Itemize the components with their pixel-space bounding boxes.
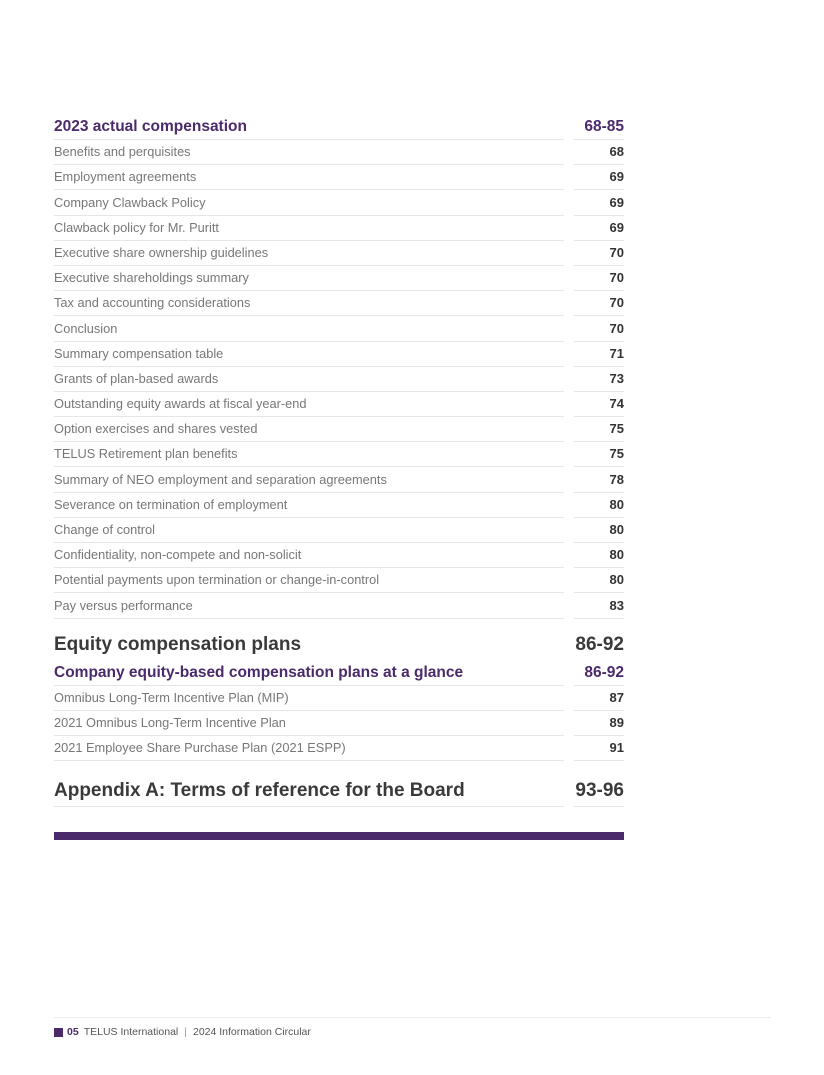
page-footer bbox=[54, 1026, 311, 1038]
toc-item-page: 71 bbox=[574, 342, 624, 367]
footer-separator: | bbox=[184, 1026, 187, 1038]
toc-item[interactable] bbox=[54, 568, 624, 593]
toc-item-label: Option exercises and shares vested bbox=[54, 417, 564, 442]
toc-item-label: 2021 Omnibus Long-Term Incentive Plan bbox=[54, 711, 564, 736]
toc-item-page: 87 bbox=[574, 686, 624, 711]
toc-item[interactable] bbox=[54, 686, 624, 711]
toc-chapter-heading[interactable] bbox=[54, 775, 624, 807]
toc-item-label: Tax and accounting considerations bbox=[54, 291, 564, 316]
toc-item-label: Severance on termination of employment bbox=[54, 493, 564, 518]
toc-chapter-pages: 93-96 bbox=[574, 776, 624, 807]
toc-item[interactable] bbox=[54, 543, 624, 568]
toc-item-page: 83 bbox=[574, 594, 624, 619]
toc-item[interactable] bbox=[54, 593, 624, 618]
toc-item-page: 80 bbox=[574, 493, 624, 518]
toc-item-label: Confidentiality, non-compete and non-solicit bbox=[54, 543, 564, 568]
toc-item[interactable] bbox=[54, 140, 624, 165]
toc-item[interactable] bbox=[54, 493, 624, 518]
toc-item[interactable] bbox=[54, 266, 624, 291]
toc-section-pages: 86-92 bbox=[574, 661, 624, 686]
toc-item-label: Benefits and perquisites bbox=[54, 140, 564, 165]
footer-divider bbox=[54, 1017, 771, 1018]
toc-item-page: 70 bbox=[574, 266, 624, 291]
toc-item[interactable] bbox=[54, 291, 624, 316]
toc-item-label: Executive shareholdings summary bbox=[54, 266, 564, 291]
footer-document-title: 2024 Information Circular bbox=[192, 1026, 311, 1038]
toc-item-page: 70 bbox=[574, 317, 624, 342]
toc-chapter-title: Appendix A: Terms of reference for the Board bbox=[54, 776, 564, 807]
toc-item[interactable] bbox=[54, 165, 624, 190]
toc-item-label: Change of control bbox=[54, 518, 564, 543]
toc-chapter-title: Equity compensation plans bbox=[54, 633, 302, 655]
footer-square-icon bbox=[54, 1028, 63, 1037]
toc-item-page: 69 bbox=[574, 216, 624, 241]
toc-section-pages: 68-85 bbox=[574, 115, 624, 140]
toc-item-page: 80 bbox=[574, 543, 624, 568]
toc-item-label: Clawback policy for Mr. Puritt bbox=[54, 216, 564, 241]
table-of-contents bbox=[54, 114, 624, 807]
toc-item-page: 78 bbox=[574, 468, 624, 493]
toc-item-label: Executive share ownership guidelines bbox=[54, 241, 564, 266]
toc-section-title: Company equity-based compensation plans at a glance bbox=[54, 661, 564, 686]
toc-item[interactable] bbox=[54, 518, 624, 543]
toc-item[interactable] bbox=[54, 711, 624, 736]
footer-company: TELUS International bbox=[83, 1026, 179, 1038]
toc-item[interactable] bbox=[54, 190, 624, 215]
toc-item-page: 74 bbox=[574, 392, 624, 417]
toc-item-page: 75 bbox=[574, 417, 624, 442]
toc-item[interactable] bbox=[54, 442, 624, 467]
toc-item[interactable] bbox=[54, 367, 624, 392]
toc-item-label: Summary compensation table bbox=[54, 342, 564, 367]
toc-item-page: 80 bbox=[574, 518, 624, 543]
toc-item-label: Employment agreements bbox=[54, 165, 564, 190]
toc-list bbox=[54, 140, 624, 619]
toc-item-page: 70 bbox=[574, 291, 624, 316]
toc-section-heading[interactable] bbox=[54, 114, 624, 140]
toc-item-label: Omnibus Long-Term Incentive Plan (MIP) bbox=[54, 686, 564, 711]
toc-item-page: 69 bbox=[574, 165, 624, 190]
toc-item-label: Grants of plan-based awards bbox=[54, 367, 564, 392]
toc-item-label: Potential payments upon termination or change-in-control bbox=[54, 568, 564, 593]
toc-item-page: 89 bbox=[574, 711, 624, 736]
toc-item[interactable] bbox=[54, 392, 624, 417]
toc-item[interactable] bbox=[54, 316, 624, 341]
footer-page-number: 05 bbox=[67, 1026, 79, 1038]
toc-item-label: Company Clawback Policy bbox=[54, 191, 564, 216]
toc-item-page: 70 bbox=[574, 241, 624, 266]
toc-list bbox=[54, 686, 624, 762]
toc-item-label: Conclusion bbox=[54, 317, 564, 342]
toc-item[interactable] bbox=[54, 216, 624, 241]
toc-item-page: 69 bbox=[574, 191, 624, 216]
toc-item-label: Outstanding equity awards at fiscal year-end bbox=[54, 392, 564, 417]
toc-item-label: TELUS Retirement plan benefits bbox=[54, 442, 564, 467]
toc-item-page: 91 bbox=[574, 736, 624, 761]
toc-section-title: 2023 actual compensation bbox=[54, 115, 564, 140]
toc-chapter-heading[interactable] bbox=[54, 628, 624, 660]
toc-item[interactable] bbox=[54, 736, 624, 761]
toc-item[interactable] bbox=[54, 417, 624, 442]
toc-item-page: 75 bbox=[574, 442, 624, 467]
toc-item[interactable] bbox=[54, 342, 624, 367]
toc-section-heading[interactable] bbox=[54, 660, 624, 686]
accent-bar bbox=[54, 832, 624, 840]
toc-item-label: Summary of NEO employment and separation agreements bbox=[54, 468, 564, 493]
toc-item-page: 73 bbox=[574, 367, 624, 392]
toc-item-page: 80 bbox=[574, 568, 624, 593]
toc-item[interactable] bbox=[54, 241, 624, 266]
toc-item[interactable] bbox=[54, 467, 624, 492]
toc-item-page: 68 bbox=[574, 140, 624, 165]
toc-item-label: Pay versus performance bbox=[54, 594, 564, 619]
toc-chapter-pages: 86-92 bbox=[575, 633, 624, 655]
toc-item-label: 2021 Employee Share Purchase Plan (2021 ESPP) bbox=[54, 736, 564, 761]
